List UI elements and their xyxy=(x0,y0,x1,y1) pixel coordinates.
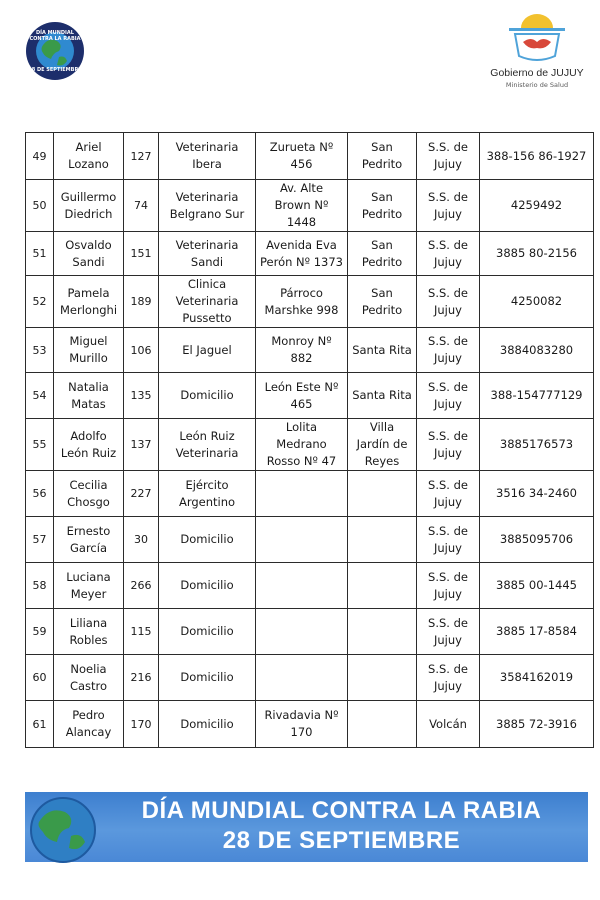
address-cell: Rivadavia Nº 170 xyxy=(256,701,348,748)
person-name-cell: Pamela Merlonghi xyxy=(54,276,124,328)
government-logo xyxy=(478,12,596,92)
person-name-cell: Ernesto García xyxy=(54,517,124,563)
row-number-cell: 51 xyxy=(26,232,54,276)
place-cell: Domicilio xyxy=(159,517,256,563)
row-number-cell: 60 xyxy=(26,655,54,701)
place-cell: Domicilio xyxy=(159,563,256,609)
address-cell: León Este Nº 465 xyxy=(256,373,348,419)
event-seal-logo xyxy=(25,21,85,81)
city-cell: Volcán xyxy=(417,701,480,748)
table-row xyxy=(26,563,594,609)
veterinarian-table xyxy=(25,132,594,748)
place-cell: Clinica Veterinaria Pussetto xyxy=(159,276,256,328)
table-row xyxy=(26,232,594,276)
locality-cell: San Pedrito xyxy=(348,180,417,232)
place-cell: Veterinaria Sandi xyxy=(159,232,256,276)
row-number-cell: 49 xyxy=(26,133,54,180)
address-cell: Monroy Nº 882 xyxy=(256,328,348,373)
city-cell: S.S. de Jujuy xyxy=(417,373,480,419)
person-name-cell: Natalia Matas xyxy=(54,373,124,419)
person-name-cell: Guillermo Diedrich xyxy=(54,180,124,232)
person-name-cell: Liliana Robles xyxy=(54,609,124,655)
place-cell: Veterinaria Belgrano Sur xyxy=(159,180,256,232)
address-cell: Avenida Eva Perón Nº 1373 xyxy=(256,232,348,276)
city-cell: S.S. de Jujuy xyxy=(417,655,480,701)
row-number-cell: 61 xyxy=(26,701,54,748)
phone-cell: 3885 80-2156 xyxy=(480,232,594,276)
row-number-cell: 55 xyxy=(26,419,54,471)
quantity-cell: 170 xyxy=(124,701,159,748)
city-cell: S.S. de Jujuy xyxy=(417,180,480,232)
place-cell: Domicilio xyxy=(159,701,256,748)
ministry-name: Ministerio de Salud xyxy=(505,81,569,89)
row-number-cell: 50 xyxy=(26,180,54,232)
locality-cell: San Pedrito xyxy=(348,232,417,276)
phone-cell: 4250082 xyxy=(480,276,594,328)
place-cell: León Ruiz Veterinaria xyxy=(159,419,256,471)
government-name: Gobierno de JUJUY xyxy=(490,67,584,79)
locality-cell: San Pedrito xyxy=(348,276,417,328)
table-row xyxy=(26,328,594,373)
person-name-cell: Miguel Murillo xyxy=(54,328,124,373)
sun-handshake-icon xyxy=(505,12,569,64)
phone-cell: 3885 00-1445 xyxy=(480,563,594,609)
row-number-cell: 52 xyxy=(26,276,54,328)
row-number-cell: 59 xyxy=(26,609,54,655)
table-row xyxy=(26,701,594,748)
address-cell xyxy=(256,563,348,609)
table-row xyxy=(26,609,594,655)
address-cell xyxy=(256,471,348,517)
city-cell: S.S. de Jujuy xyxy=(417,471,480,517)
table-row xyxy=(26,419,594,471)
row-number-cell: 54 xyxy=(26,373,54,419)
person-name-cell: Pedro Alancay xyxy=(54,701,124,748)
phone-cell: 3584162019 xyxy=(480,655,594,701)
table-row xyxy=(26,133,594,180)
table-row xyxy=(26,373,594,419)
city-cell: S.S. de Jujuy xyxy=(417,133,480,180)
table-body xyxy=(26,133,594,748)
phone-cell: 3885095706 xyxy=(480,517,594,563)
quantity-cell: 106 xyxy=(124,328,159,373)
quantity-cell: 189 xyxy=(124,276,159,328)
quantity-cell: 227 xyxy=(124,471,159,517)
locality-cell: Villa Jardín de Reyes xyxy=(348,419,417,471)
globe-icon xyxy=(27,792,99,864)
seal-top-text: DÍA MUNDIAL CONTRA LA RABIA xyxy=(29,30,81,42)
quantity-cell: 30 xyxy=(124,517,159,563)
table-row xyxy=(26,517,594,563)
table-row xyxy=(26,655,594,701)
address-cell xyxy=(256,517,348,563)
city-cell: S.S. de Jujuy xyxy=(417,419,480,471)
quantity-cell: 127 xyxy=(124,133,159,180)
address-cell xyxy=(256,655,348,701)
phone-cell: 3884083280 xyxy=(480,328,594,373)
person-name-cell: Noelia Castro xyxy=(54,655,124,701)
phone-cell: 3885 72-3916 xyxy=(480,701,594,748)
locality-cell xyxy=(348,655,417,701)
person-name-cell: Cecilia Chosgo xyxy=(54,471,124,517)
place-cell: Domicilio xyxy=(159,373,256,419)
seal-bottom-text: 28 DE SEPTIEMBRE xyxy=(28,67,82,73)
locality-cell xyxy=(348,701,417,748)
address-cell: Zurueta Nº 456 xyxy=(256,133,348,180)
quantity-cell: 74 xyxy=(124,180,159,232)
quantity-cell: 216 xyxy=(124,655,159,701)
table-row xyxy=(26,276,594,328)
row-number-cell: 57 xyxy=(26,517,54,563)
quantity-cell: 135 xyxy=(124,373,159,419)
city-cell: S.S. de Jujuy xyxy=(417,232,480,276)
row-number-cell: 53 xyxy=(26,328,54,373)
quantity-cell: 137 xyxy=(124,419,159,471)
place-cell: Veterinaria Ibera xyxy=(159,133,256,180)
person-name-cell: Ariel Lozano xyxy=(54,133,124,180)
phone-cell: 388-154777129 xyxy=(480,373,594,419)
phone-cell: 388-156 86-1927 xyxy=(480,133,594,180)
phone-cell: 3885 17-8584 xyxy=(480,609,594,655)
address-cell xyxy=(256,609,348,655)
phone-cell: 4259492 xyxy=(480,180,594,232)
locality-cell xyxy=(348,563,417,609)
locality-cell: Santa Rita xyxy=(348,373,417,419)
locality-cell xyxy=(348,517,417,563)
place-cell: Domicilio xyxy=(159,655,256,701)
locality-cell: San Pedrito xyxy=(348,133,417,180)
city-cell: S.S. de Jujuy xyxy=(417,563,480,609)
table-row xyxy=(26,471,594,517)
person-name-cell: Luciana Meyer xyxy=(54,563,124,609)
phone-cell: 3885176573 xyxy=(480,419,594,471)
banner-title: DÍA MUNDIAL CONTRA LA RABIA xyxy=(141,797,542,824)
city-cell: S.S. de Jujuy xyxy=(417,328,480,373)
locality-cell: Santa Rita xyxy=(348,328,417,373)
quantity-cell: 151 xyxy=(124,232,159,276)
table-row xyxy=(26,180,594,232)
row-number-cell: 56 xyxy=(26,471,54,517)
address-cell: Lolita Medrano Rosso Nº 47 xyxy=(256,419,348,471)
city-cell: S.S. de Jujuy xyxy=(417,609,480,655)
place-cell: El Jaguel xyxy=(159,328,256,373)
address-cell: Párroco Marshke 998 xyxy=(256,276,348,328)
place-cell: Domicilio xyxy=(159,609,256,655)
row-number-cell: 58 xyxy=(26,563,54,609)
phone-cell: 3516 34-2460 xyxy=(480,471,594,517)
person-name-cell: Adolfo León Ruiz xyxy=(54,419,124,471)
campaign-banner xyxy=(25,792,588,862)
locality-cell xyxy=(348,609,417,655)
quantity-cell: 266 xyxy=(124,563,159,609)
place-cell: Ejército Argentino xyxy=(159,471,256,517)
city-cell: S.S. de Jujuy xyxy=(417,517,480,563)
quantity-cell: 115 xyxy=(124,609,159,655)
person-name-cell: Osvaldo Sandi xyxy=(54,232,124,276)
address-cell: Av. Alte Brown Nº 1448 xyxy=(256,180,348,232)
banner-date: 28 DE SEPTIEMBRE xyxy=(222,827,461,854)
locality-cell xyxy=(348,471,417,517)
city-cell: S.S. de Jujuy xyxy=(417,276,480,328)
